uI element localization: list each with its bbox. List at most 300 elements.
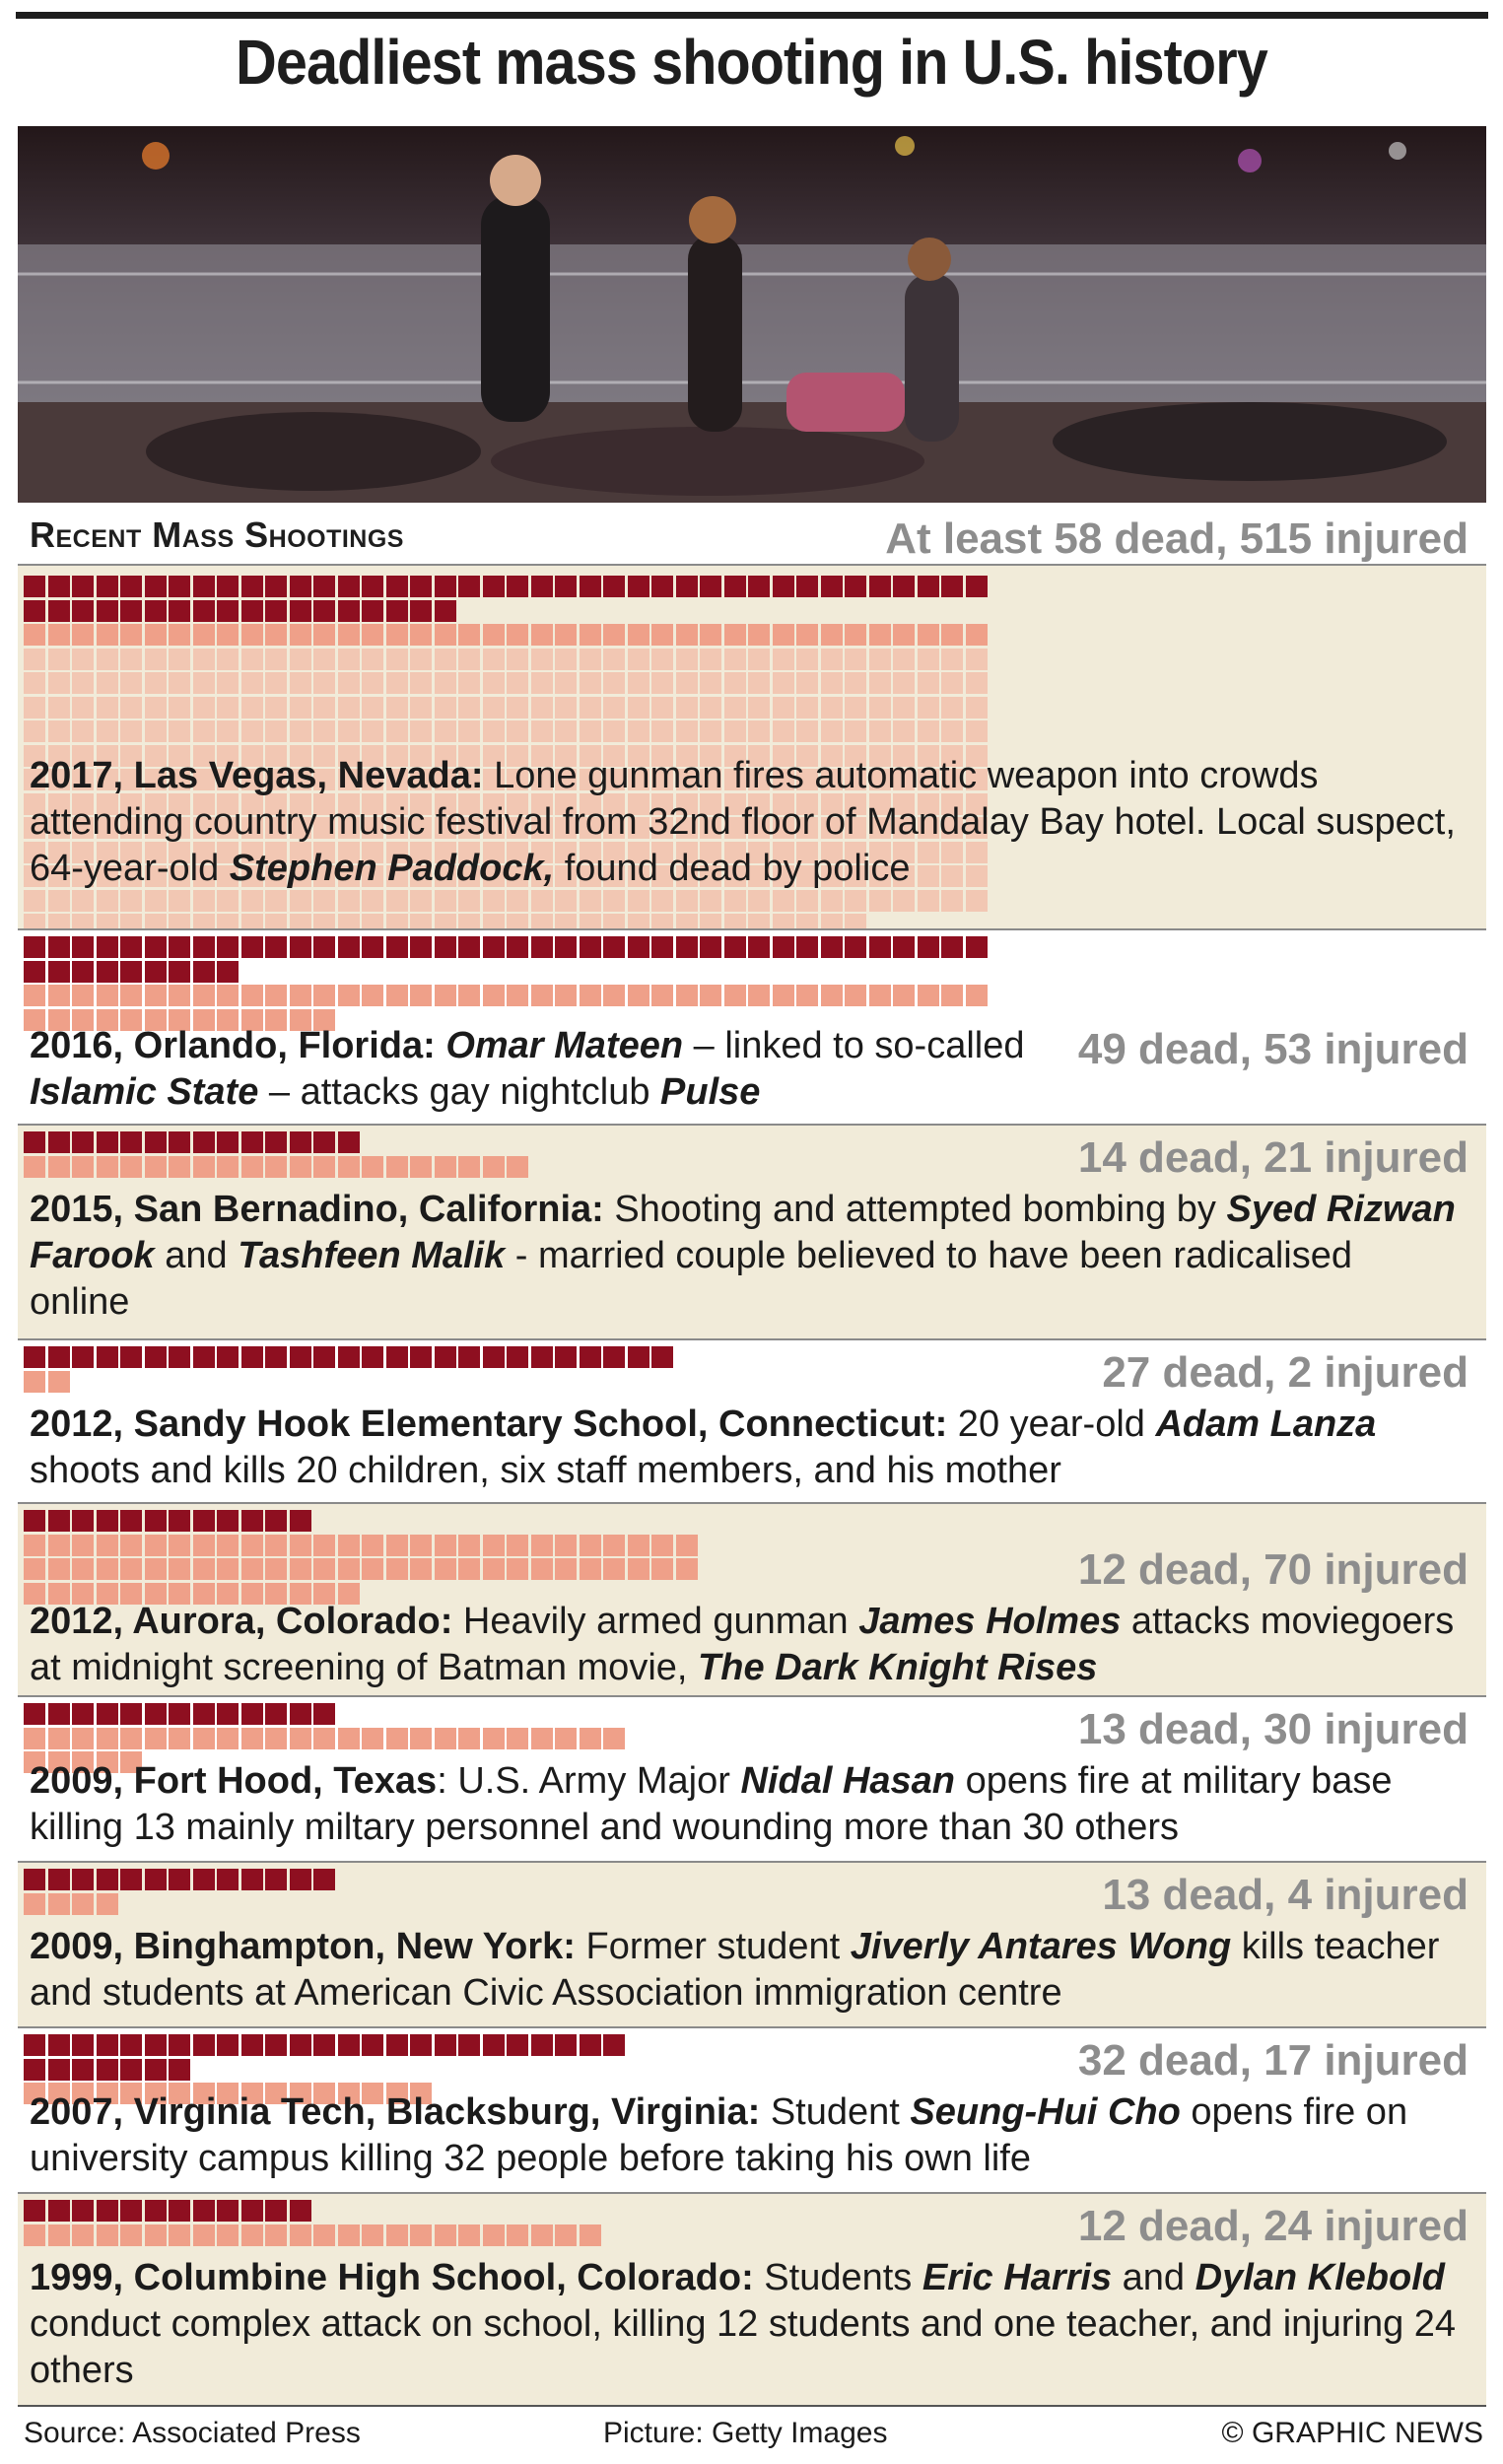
injured-square	[313, 624, 335, 646]
injured-square	[265, 1156, 287, 1178]
dead-square	[966, 936, 988, 958]
injured-square	[724, 890, 746, 912]
injured-square	[386, 890, 408, 912]
dead-square	[97, 576, 118, 597]
page-title: Deadliest mass shooting in U.S. history	[236, 27, 1267, 98]
injured-square	[120, 624, 142, 646]
injured-square	[48, 1156, 70, 1178]
dead-square	[193, 1131, 215, 1153]
dead-square	[483, 576, 505, 597]
injured-square	[435, 2224, 456, 2246]
injured-square	[435, 672, 456, 694]
injured-square	[169, 1728, 190, 1749]
injured-square	[845, 697, 866, 719]
dead-square	[97, 1131, 118, 1153]
injured-square	[410, 1728, 432, 1749]
injured-square	[313, 672, 335, 694]
injured-square	[555, 1728, 577, 1749]
dead-square	[48, 1703, 70, 1725]
dead-square	[120, 576, 142, 597]
dead-square	[24, 576, 45, 597]
perpetrator-name: Nidal Hasan	[740, 1760, 956, 1802]
injured-square	[217, 697, 239, 719]
injured-square	[531, 649, 553, 670]
dead-square	[120, 600, 142, 622]
injured-square	[435, 697, 456, 719]
injured-square	[507, 1558, 528, 1580]
dead-square	[241, 2200, 263, 2222]
injured-square	[386, 985, 408, 1006]
injured-square	[435, 624, 456, 646]
injured-square	[603, 720, 625, 742]
incident-place: 2009, Fort Hood, Texas	[30, 1760, 438, 1802]
injured-square	[120, 2224, 142, 2246]
dead-square	[676, 936, 698, 958]
dead-square	[72, 1131, 94, 1153]
injured-square	[48, 1371, 70, 1393]
dead-square	[72, 1703, 94, 1725]
injured-square	[97, 672, 118, 694]
dead-square	[120, 2059, 142, 2081]
injured-square	[483, 985, 505, 1006]
injured-square	[241, 985, 263, 1006]
incident-place: 1999, Columbine High School, Colorado:	[30, 2257, 754, 2298]
dead-square	[265, 2034, 287, 2056]
dead-square	[72, 961, 94, 983]
dead-square	[97, 2034, 118, 2056]
dead-square	[24, 1703, 45, 1725]
injured-square	[458, 697, 480, 719]
dead-square	[169, 600, 190, 622]
dead-square	[483, 1346, 505, 1368]
injured-square	[265, 2224, 287, 2246]
injured-square	[676, 985, 698, 1006]
injured-square	[24, 720, 45, 742]
injured-square	[941, 624, 963, 646]
injured-square	[651, 1535, 673, 1556]
injured-square	[748, 697, 770, 719]
injured-square	[918, 985, 939, 1006]
injured-square	[313, 1156, 335, 1178]
injured-square	[24, 890, 45, 912]
dead-square	[580, 1346, 601, 1368]
injured-square	[241, 1156, 263, 1178]
injured-square	[362, 890, 383, 912]
injured-square	[410, 1156, 432, 1178]
injured-square	[580, 985, 601, 1006]
dead-square	[869, 936, 891, 958]
perpetrator-name: Dylan Klebold	[1195, 2257, 1445, 2298]
injured-square	[313, 1728, 335, 1749]
injured-square	[918, 697, 939, 719]
injured-square	[410, 985, 432, 1006]
incident-panel	[18, 2192, 1486, 2405]
dead-square	[555, 936, 577, 958]
dead-square	[72, 576, 94, 597]
injured-square	[217, 649, 239, 670]
dead-square	[748, 576, 770, 597]
section-label: Recent Mass Shootings	[30, 514, 404, 555]
injured-square	[48, 672, 70, 694]
injured-square	[193, 1558, 215, 1580]
injured-square	[700, 624, 721, 646]
injured-square	[97, 649, 118, 670]
dead-square	[24, 2034, 45, 2056]
dead-square	[676, 576, 698, 597]
injured-square	[193, 1535, 215, 1556]
injured-square	[700, 720, 721, 742]
perpetrator-name: Stephen Paddock,	[229, 848, 555, 889]
dead-square	[145, 961, 167, 983]
dead-square	[435, 576, 456, 597]
injured-square	[313, 697, 335, 719]
injured-square	[362, 1558, 383, 1580]
dead-square	[507, 936, 528, 958]
dead-square	[338, 600, 360, 622]
dead-square	[120, 1510, 142, 1532]
dead-square	[169, 2059, 190, 2081]
injured-square	[169, 672, 190, 694]
injured-square	[435, 985, 456, 1006]
dead-square	[966, 576, 988, 597]
injured-square	[145, 1728, 167, 1749]
dead-square	[531, 2034, 553, 2056]
injured-square	[531, 697, 553, 719]
injured-square	[773, 890, 794, 912]
dead-square	[796, 936, 818, 958]
injured-square	[410, 672, 432, 694]
injured-square	[120, 1558, 142, 1580]
injured-square	[410, 649, 432, 670]
dead-square	[700, 936, 721, 958]
injured-square	[217, 890, 239, 912]
dead-square	[72, 1869, 94, 1890]
incident-description: 2009, Binghampton, New York: Former student Jiverly Antares Wong kills teacher and students at American Civic Association immigration centre	[30, 1926, 1440, 2014]
injured-square	[458, 985, 480, 1006]
dead-square	[555, 576, 577, 597]
injured-square	[145, 985, 167, 1006]
injured-square	[169, 624, 190, 646]
injured-square	[918, 890, 939, 912]
injured-square	[531, 2224, 553, 2246]
dead-square	[48, 1346, 70, 1368]
dead-square	[313, 2034, 335, 2056]
dead-square	[120, 961, 142, 983]
injured-square	[48, 985, 70, 1006]
dead-square	[338, 2034, 360, 2056]
dead-square	[217, 961, 239, 983]
dead-square	[845, 936, 866, 958]
injured-square	[507, 649, 528, 670]
injured-square	[313, 1558, 335, 1580]
injured-square	[386, 1156, 408, 1178]
dead-square	[120, 936, 142, 958]
injured-square	[48, 2224, 70, 2246]
dead-square	[241, 1703, 263, 1725]
injured-square	[338, 1558, 360, 1580]
dead-square	[241, 1510, 263, 1532]
top-rule	[16, 12, 1488, 19]
injured-square	[748, 890, 770, 912]
injured-square	[145, 890, 167, 912]
injured-square	[966, 697, 988, 719]
dead-square	[386, 576, 408, 597]
injured-square	[651, 697, 673, 719]
injured-square	[651, 890, 673, 912]
dead-square	[386, 1346, 408, 1368]
injured-square	[290, 720, 311, 742]
injured-square	[217, 2224, 239, 2246]
injured-square	[265, 1558, 287, 1580]
injured-square	[217, 1728, 239, 1749]
injured-square	[821, 697, 843, 719]
injured-square	[531, 1728, 553, 1749]
injured-square	[120, 890, 142, 912]
dead-square	[580, 936, 601, 958]
injured-square	[724, 697, 746, 719]
injured-square	[555, 2224, 577, 2246]
dead-square	[483, 2034, 505, 2056]
injured-square	[435, 1558, 456, 1580]
injured-square	[145, 720, 167, 742]
dead-square	[386, 936, 408, 958]
injured-square	[555, 672, 577, 694]
dead-square	[628, 576, 649, 597]
dead-square	[193, 2200, 215, 2222]
injured-square	[386, 672, 408, 694]
injured-square	[24, 649, 45, 670]
injured-square	[483, 1156, 505, 1178]
injured-square	[386, 649, 408, 670]
dead-square	[290, 1703, 311, 1725]
incident-place: 2017, Las Vegas, Nevada:	[30, 755, 484, 796]
incident-place: 2009, Binghampton, New York:	[30, 1926, 576, 1967]
injured-square	[531, 890, 553, 912]
incident-place: 2015, San Bernadino, California:	[30, 1189, 604, 1230]
incident-place: 2007, Virginia Tech, Blacksburg, Virginia:	[30, 2091, 761, 2133]
dead-square	[48, 576, 70, 597]
dead-square	[241, 576, 263, 597]
injured-square	[580, 2224, 601, 2246]
dead-square	[338, 936, 360, 958]
dead-square	[97, 1346, 118, 1368]
dead-square	[773, 576, 794, 597]
incident-panel	[18, 1338, 1486, 1502]
dead-square	[290, 1131, 311, 1153]
dead-square	[193, 1869, 215, 1890]
injured-square	[603, 649, 625, 670]
injured-square	[676, 649, 698, 670]
dead-square	[97, 936, 118, 958]
dead-square	[918, 576, 939, 597]
injured-square	[24, 1893, 45, 1915]
injured-square	[966, 649, 988, 670]
dead-square	[193, 1703, 215, 1725]
injured-square	[821, 890, 843, 912]
dead-square	[603, 576, 625, 597]
dead-square	[217, 600, 239, 622]
injured-square	[941, 890, 963, 912]
injured-square	[580, 1535, 601, 1556]
injured-square	[748, 720, 770, 742]
injured-square	[120, 697, 142, 719]
injured-square	[483, 697, 505, 719]
injured-square	[483, 2224, 505, 2246]
dead-square	[169, 936, 190, 958]
injured-square	[410, 720, 432, 742]
injured-square	[628, 672, 649, 694]
dead-square	[120, 1131, 142, 1153]
dead-square	[120, 1346, 142, 1368]
injured-square	[869, 624, 891, 646]
injured-square	[313, 720, 335, 742]
dead-square	[72, 1346, 94, 1368]
dead-square	[217, 936, 239, 958]
injured-square	[676, 720, 698, 742]
injured-square	[651, 720, 673, 742]
dead-square	[265, 2200, 287, 2222]
injured-square	[676, 697, 698, 719]
injured-square	[435, 1156, 456, 1178]
injured-square	[72, 985, 94, 1006]
dead-square	[845, 576, 866, 597]
injured-square	[290, 2224, 311, 2246]
injured-square	[338, 890, 360, 912]
crowd-photo-illustration	[18, 126, 1486, 503]
injured-square	[603, 624, 625, 646]
dead-square	[48, 2059, 70, 2081]
dead-square	[435, 2034, 456, 2056]
injured-square	[72, 672, 94, 694]
dead-square	[169, 1510, 190, 1532]
injured-square	[217, 985, 239, 1006]
dead-square	[145, 2034, 167, 2056]
injured-square	[580, 1558, 601, 1580]
injured-square	[241, 890, 263, 912]
injured-square	[193, 1728, 215, 1749]
injured-square	[603, 697, 625, 719]
dead-square	[651, 576, 673, 597]
injured-square	[773, 649, 794, 670]
injured-square	[724, 672, 746, 694]
injured-square	[555, 720, 577, 742]
injured-square	[241, 1558, 263, 1580]
injured-square	[217, 672, 239, 694]
injured-square	[845, 649, 866, 670]
dead-square	[48, 1131, 70, 1153]
dead-square	[169, 1703, 190, 1725]
dead-square	[145, 1703, 167, 1725]
injured-square	[435, 1728, 456, 1749]
injured-square	[72, 2224, 94, 2246]
injured-square	[628, 649, 649, 670]
dead-square	[265, 1869, 287, 1890]
dead-square	[290, 2200, 311, 2222]
injured-square	[290, 624, 311, 646]
injured-square	[97, 697, 118, 719]
injured-square	[145, 2224, 167, 2246]
dead-square	[97, 1703, 118, 1725]
incident-panel	[18, 1695, 1486, 1861]
injured-square	[265, 1728, 287, 1749]
dead-square	[531, 936, 553, 958]
injured-square	[966, 624, 988, 646]
injured-square	[169, 2224, 190, 2246]
dead-square	[120, 2034, 142, 2056]
dead-square	[313, 1869, 335, 1890]
dead-square	[290, 1869, 311, 1890]
dead-square	[313, 1703, 335, 1725]
injured-square	[918, 624, 939, 646]
injured-square	[386, 720, 408, 742]
dead-square	[386, 600, 408, 622]
injured-square	[676, 1535, 698, 1556]
dead-square	[145, 1510, 167, 1532]
injured-square	[72, 720, 94, 742]
injured-square	[48, 1728, 70, 1749]
injured-square	[145, 672, 167, 694]
injured-square	[386, 1728, 408, 1749]
injured-square	[338, 2224, 360, 2246]
injured-square	[483, 624, 505, 646]
injured-square	[845, 985, 866, 1006]
injured-square	[796, 720, 818, 742]
injured-square	[386, 1535, 408, 1556]
dead-square	[313, 1346, 335, 1368]
injured-square	[217, 1535, 239, 1556]
dead-square	[24, 1869, 45, 1890]
dead-square	[24, 600, 45, 622]
injured-square	[97, 1893, 118, 1915]
dead-square	[241, 600, 263, 622]
injured-square	[120, 672, 142, 694]
injured-square	[72, 1728, 94, 1749]
dead-square	[72, 2200, 94, 2222]
dead-square	[120, 1869, 142, 1890]
dead-square	[169, 1869, 190, 1890]
dead-square	[24, 2059, 45, 2081]
injured-square	[507, 697, 528, 719]
dead-square	[748, 936, 770, 958]
injured-square	[580, 720, 601, 742]
injured-square	[290, 1558, 311, 1580]
dead-square	[97, 1869, 118, 1890]
dead-square	[193, 576, 215, 597]
dead-square	[410, 576, 432, 597]
injured-square	[773, 985, 794, 1006]
injured-square	[869, 720, 891, 742]
injured-square	[483, 1728, 505, 1749]
incident-description: 2017, Las Vegas, Nevada: Lone gunman fires automatic weapon into crowds attending country music festival from 32nd floor of Mandalay Bay hotel. Local suspect, 64-year-old Stephen Paddock, found dead by police	[30, 755, 1456, 889]
dead-square	[821, 576, 843, 597]
dead-square	[72, 600, 94, 622]
injured-square	[676, 672, 698, 694]
dead-square	[507, 576, 528, 597]
injured-square	[458, 624, 480, 646]
dead-square	[265, 1703, 287, 1725]
injured-square	[555, 649, 577, 670]
dead-square	[580, 576, 601, 597]
dead-square	[338, 1346, 360, 1368]
injured-square	[748, 672, 770, 694]
injured-square	[724, 985, 746, 1006]
injured-square	[507, 890, 528, 912]
injured-square	[217, 1558, 239, 1580]
injured-square	[145, 649, 167, 670]
injured-square	[507, 1156, 528, 1178]
injured-square	[603, 672, 625, 694]
dead-square	[313, 576, 335, 597]
